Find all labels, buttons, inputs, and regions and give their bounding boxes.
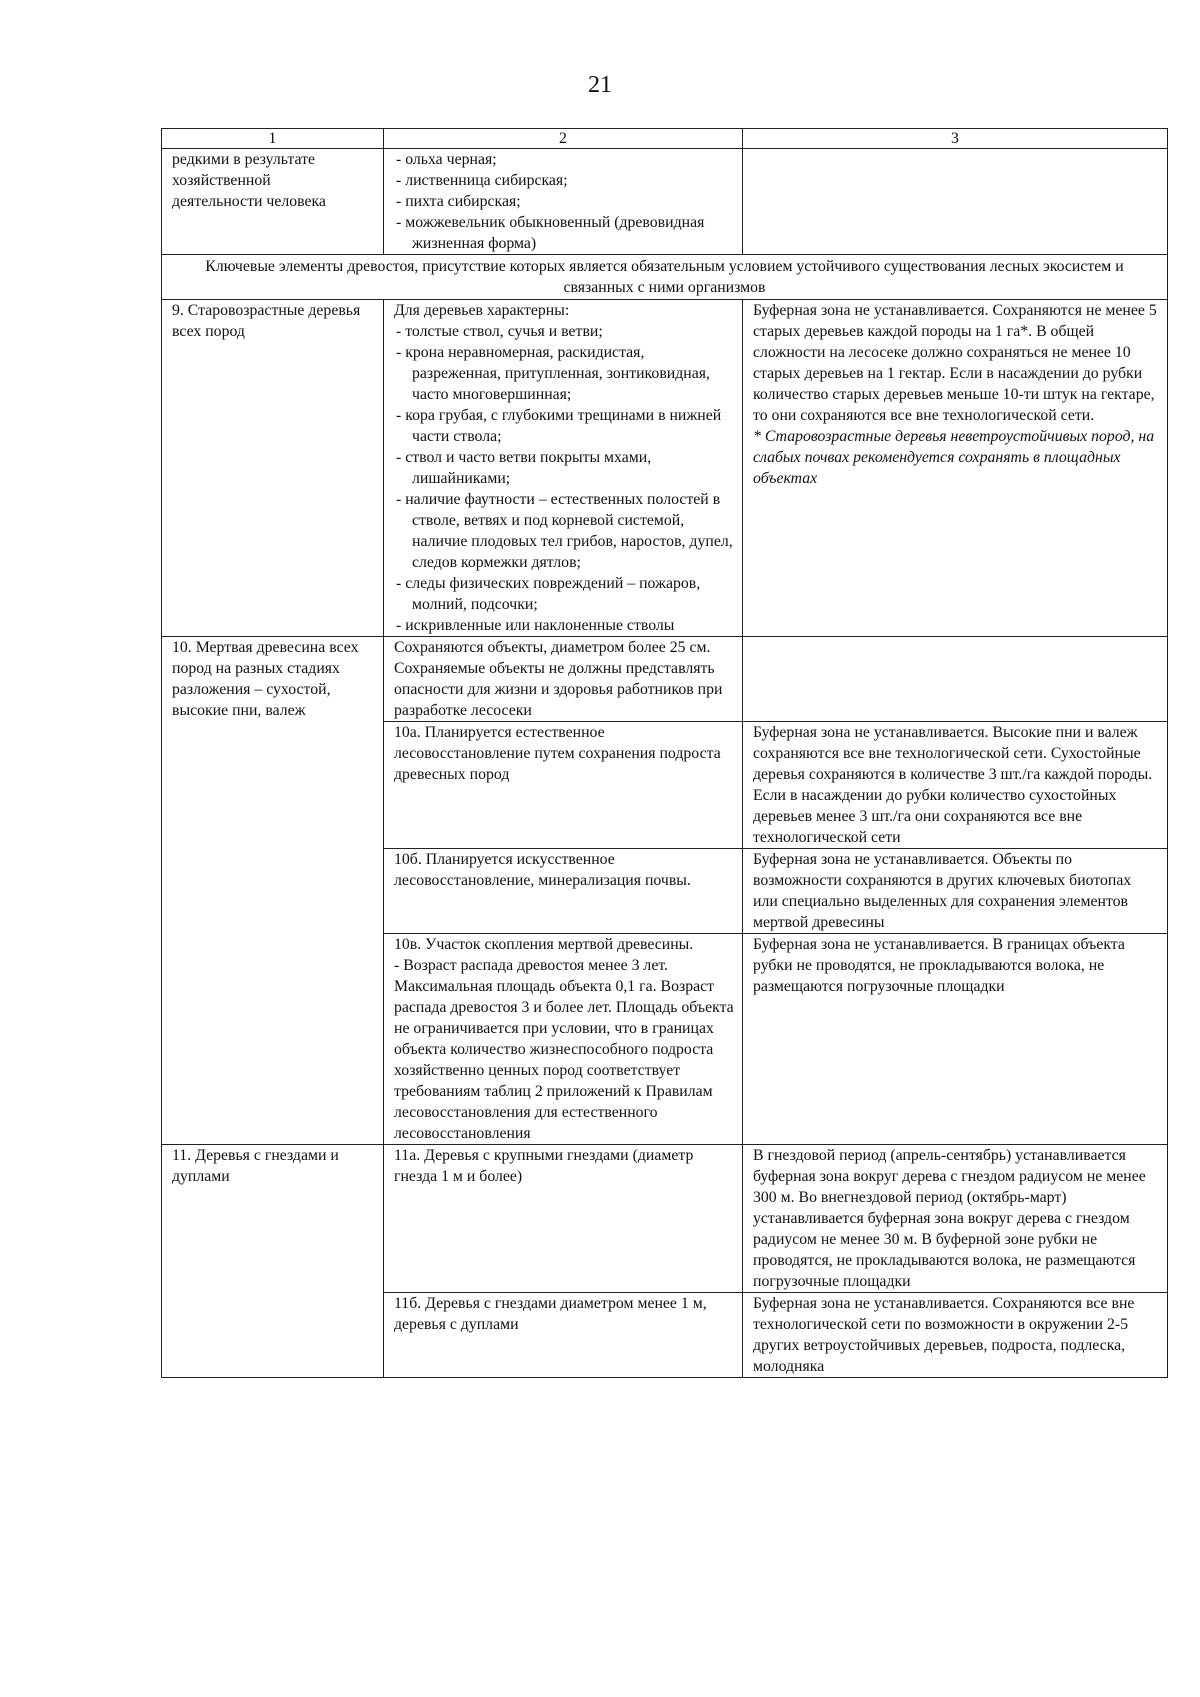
section-heading: Ключевые элементы древостоя, присутствие которых является обязательным условием устойчивого существования лесных экосистем и связанных с ними организмов bbox=[162, 255, 1168, 300]
row10v-col-2 bbox=[384, 934, 743, 1145]
page-number: 21 bbox=[588, 72, 612, 98]
list-item: - пихта сибирская; bbox=[396, 193, 521, 210]
text-line: деятельности человека bbox=[172, 193, 326, 210]
list-item: - толстые ствол, сучья и ветви; bbox=[396, 323, 603, 340]
row-top-col-1 bbox=[162, 149, 384, 255]
list-item: - искривленные или наклоненные стволы bbox=[396, 617, 675, 634]
text-line: хозяйственной bbox=[172, 172, 271, 189]
list-item: - можжевельник обыкновенный (древовидная жизненная форма) bbox=[396, 214, 705, 252]
key-elements-table bbox=[161, 128, 1168, 1378]
header-row bbox=[162, 129, 1168, 149]
row10-col-3 bbox=[743, 637, 1168, 722]
row10v-body: - Возраст распада древостоя менее 3 лет. Максимальная площадь объекта 0,1 га. Возраст распада древостоя 3 и более лет. Площадь объекта не ограничивается при условии, что в границах объекта количество жизнеспособного подроста хозяйственно ценных пород соответствует требованиям таблиц 2 приложений к Правилам лесовосстановления для естественного лесовосстановления bbox=[394, 957, 734, 1142]
list-item: - наличие фаутности – естественных полостей в стволе, ветвях и под корневой системой, наличие плодовых тел грибов, наростов, дупел, следов кормежки дятлов; bbox=[396, 491, 733, 571]
row10b-col-2: 10б. Планируется искусственное лесовосстановление, минерализация почвы. bbox=[384, 849, 743, 934]
row11b-col-3: Буферная зона не устанавливается. Сохраняются все вне технологической сети по возможности в окружении 2-5 других ветроустойчивых деревьев, подроста, подлеска, молодняка bbox=[743, 1293, 1168, 1378]
header-col-3: 3 bbox=[743, 129, 1168, 149]
header-col-1: 1 bbox=[162, 129, 384, 149]
row9-rules-text: Буферная зона не устанавливается. Сохраняются не менее 5 старых деревьев каждой породы на 1 га*. В общей сложности на лесосеке должно сохраняться не менее 10 старых деревьев на 1 гектар. Если в насаждении до рубки количество старых деревьев меньше 10-ти штук на гектаре, то они сохраняются все вне технологической сети. bbox=[753, 302, 1157, 424]
list-item: - следы физических повреждений – пожаров, молний, подсочки; bbox=[396, 575, 701, 613]
row10-col-1: 10. Мертвая древесина всех пород на разных стадиях разложения – сухостой, высокие пни, валеж bbox=[162, 637, 384, 1145]
row10a-col-2: 10а. Планируется естественное лесовосстановление путем сохранения подроста древесных пород bbox=[384, 722, 743, 849]
row9-col-3 bbox=[743, 300, 1168, 637]
table-row bbox=[162, 149, 1168, 255]
row11a-col-3: В гнездовой период (апрель-сентябрь) устанавливается буферная зона вокруг дерева с гнездом радиусом не менее 300 м. Во внегнездовой период (октябрь-март) устанавливается буферная зона вокруг дерева с гнездом радиусом не менее 30 м. В буферной зоне рубки не проводятся, не прокладываются волока, не размещаются погрузочные площадки bbox=[743, 1145, 1168, 1293]
table-row-10 bbox=[162, 637, 1168, 722]
row-top-col-2 bbox=[384, 149, 743, 255]
list-item: - кора грубая, с глубокими трещинами в нижней части ствола; bbox=[396, 407, 722, 445]
row10v-title: 10в. Участок скопления мертвой древесины. bbox=[394, 936, 694, 953]
row10v-col-3: Буферная зона не устанавливается. В границах объекта рубки не проводятся, не прокладываются волока, не размещаются погрузочные площадки bbox=[743, 934, 1168, 1145]
section-row bbox=[162, 255, 1168, 300]
row9-col-2 bbox=[384, 300, 743, 637]
list-item: - лиственница сибирская; bbox=[396, 172, 568, 189]
list-item: - ольха черная; bbox=[396, 151, 497, 168]
row10a-col-3: Буферная зона не устанавливается. Высокие пни и валеж сохраняются все вне технологической сети. Сухостойные деревья сохраняются в количестве 3 шт./га каждой породы. Если в насаждении до рубки количество сухостойных деревьев менее 3 шт./га они сохраняются все вне технологической сети bbox=[743, 722, 1168, 849]
row-top-col-3 bbox=[743, 149, 1168, 255]
row10b-col-3: Буферная зона не устанавливается. Объекты по возможности сохраняются в других ключевых биотопах или специально выделенных для сохранения элементов мертвой древесины bbox=[743, 849, 1168, 934]
list-item: - ствол и часто ветви покрыты мхами, лишайниками; bbox=[396, 449, 652, 487]
row9-col-1: 9. Старовозрастные деревья всех пород bbox=[162, 300, 384, 637]
row11b-col-2: 11б. Деревья с гнездами диаметром менее 1 м, деревья с дуплами bbox=[384, 1293, 743, 1378]
text-line: редкими в результате bbox=[172, 151, 315, 168]
list-intro: Для деревьев характерны: bbox=[394, 302, 570, 319]
table-row-11a bbox=[162, 1145, 1168, 1293]
row11a-col-2: 11а. Деревья с крупными гнездами (диаметр гнезда 1 м и более) bbox=[384, 1145, 743, 1293]
header-col-2: 2 bbox=[384, 129, 743, 149]
row11-col-1: 11. Деревья с гнездами и дуплами bbox=[162, 1145, 384, 1378]
row10-col-2: Сохраняются объекты, диаметром более 25 см. Сохраняемые объекты не должны представлять опасности для жизни и здоровья работников при разработке лесосеки bbox=[384, 637, 743, 722]
table-row-9 bbox=[162, 300, 1168, 637]
row9-footnote: * Старовозрастные деревья неветроустойчивых пород, на слабых почвах рекомендуется сохранять в площадных объектах bbox=[753, 428, 1155, 487]
list-item: - крона неравномерная, раскидистая, разреженная, притупленная, зонтиковидная, часто многовершинная; bbox=[396, 344, 710, 403]
